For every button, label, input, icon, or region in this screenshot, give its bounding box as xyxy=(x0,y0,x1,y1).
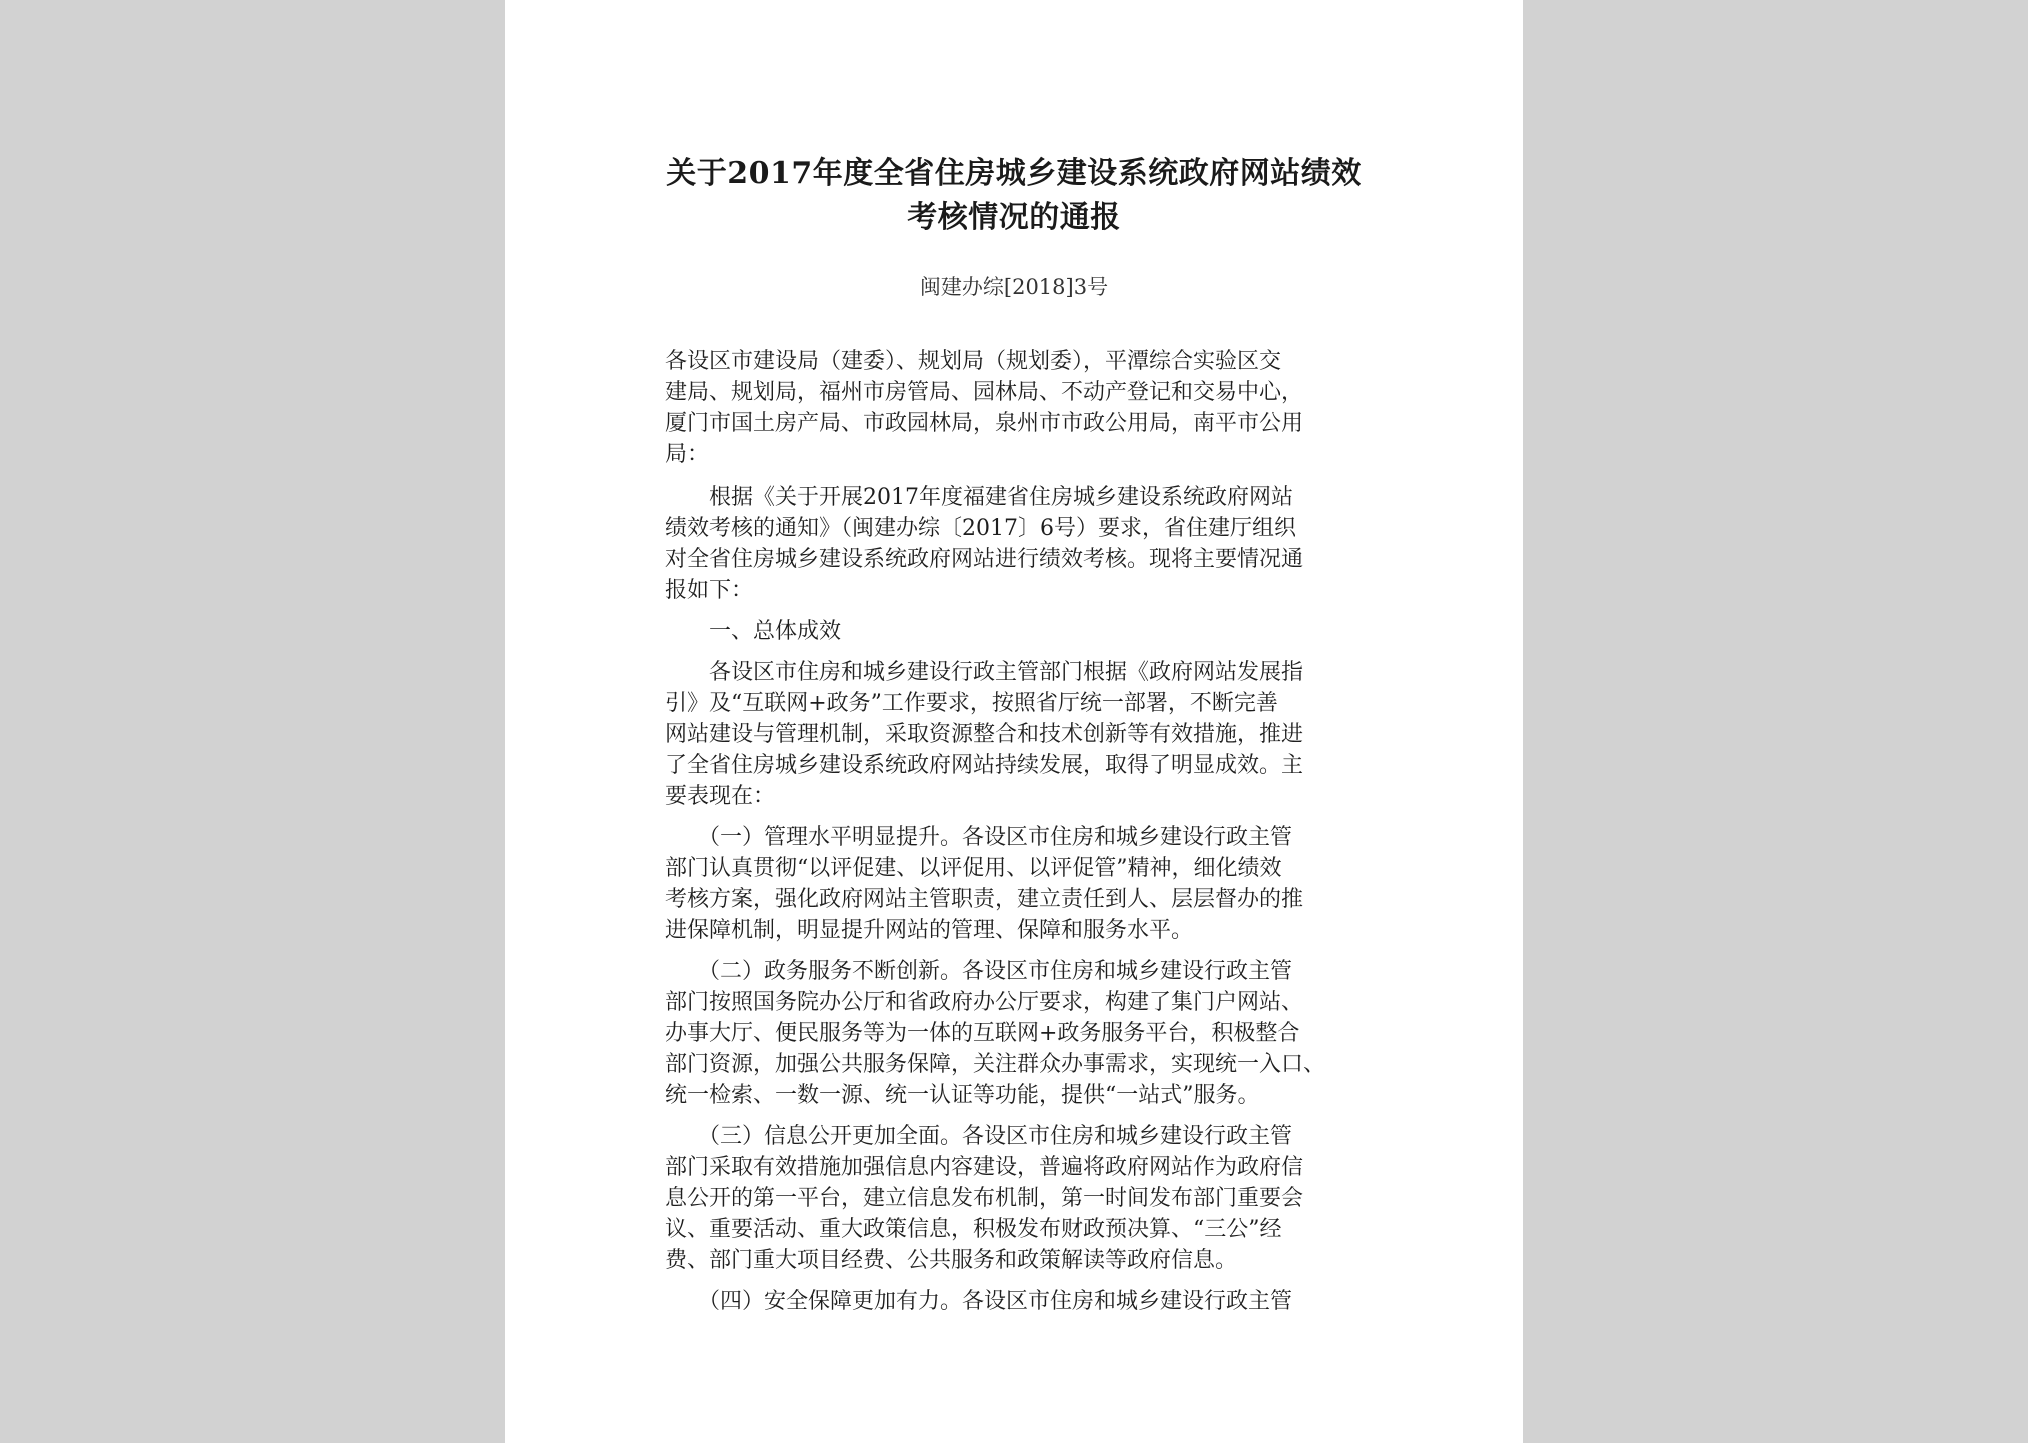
point-3-line: 息公开的第一平台，建立信息发布机制，第一时间发布部门重要会 xyxy=(665,1186,1304,1211)
section-intro-paragraph xyxy=(665,657,1385,812)
title-line-2: 考核情况的通报 xyxy=(907,200,1121,235)
section-intro-line: 引》及“互联网+政务”工作要求，按照省厅统一部署，不断完善 xyxy=(665,691,1278,716)
intro-line: 根据《关于开展2017年度福建省住房城乡建设系统政府网站 xyxy=(665,485,1293,510)
point-2-line: （二）政务服务不断创新。各设区市住房和城乡建设行政主管 xyxy=(665,959,1293,984)
intro-paragraph xyxy=(665,482,1385,606)
addressee-line: 厦门市国土房产局、市政园林局，泉州市市政公用局，南平市公用 xyxy=(665,411,1304,436)
point-3-paragraph xyxy=(665,1121,1385,1276)
point-1-line: （一）管理水平明显提升。各设区市住房和城乡建设行政主管 xyxy=(665,825,1293,850)
point-2-line: 部门资源，加强公共服务保障，关注群众办事需求，实现统一入口、 xyxy=(665,1052,1326,1077)
point-3-line: 议、重要活动、重大政策信息，积极发布财政预决算、“三公”经 xyxy=(665,1217,1282,1242)
point-2-paragraph xyxy=(665,956,1385,1111)
point-1-line: 考核方案，强化政府网站主管职责，建立责任到人、层层督办的推 xyxy=(665,887,1304,912)
point-1-line: 进保障机制，明显提升网站的管理、保障和服务水平。 xyxy=(665,918,1194,943)
point-1-line: 部门认真贯彻“以评促建、以评促用、以评促管”精神，细化绩效 xyxy=(665,856,1282,881)
addressee-line: 建局、规划局，福州市房管局、园林局、不动产登记和交易中心， xyxy=(665,380,1304,405)
document-number: 闽建办综[2018]3号 xyxy=(919,275,1109,299)
document-title xyxy=(625,152,1403,240)
point-3-line: 费、部门重大项目经费、公共服务和政策解读等政府信息。 xyxy=(665,1248,1238,1273)
point-2-line: 部门按照国务院办公厅和省政府办公厅要求，构建了集门户网站、 xyxy=(665,990,1304,1015)
intro-line: 报如下： xyxy=(665,578,754,603)
point-4-line: （四）安全保障更加有力。各设区市住房和城乡建设行政主管 xyxy=(665,1289,1293,1314)
point-2-line: 办事大厅、便民服务等为一体的互联网+政务服务平台，积极整合 xyxy=(665,1021,1300,1046)
addressee-line: 局： xyxy=(665,442,710,467)
point-4-paragraph xyxy=(665,1286,1385,1317)
point-3-line: （三）信息公开更加全面。各设区市住房和城乡建设行政主管 xyxy=(665,1124,1293,1149)
point-2-line: 统一检索、一数一源、统一认证等功能，提供“一站式”服务。 xyxy=(665,1083,1260,1108)
intro-line: 对全省住房城乡建设系统政府网站进行绩效考核。现将主要情况通 xyxy=(665,547,1304,572)
addressee-line: 各设区市建设局（建委）、规划局（规划委），平潭综合实验区交 xyxy=(665,349,1282,374)
document-body xyxy=(665,346,1385,1317)
section-intro-line: 网站建设与管理机制，采取资源整合和技术创新等有效措施，推进 xyxy=(665,722,1304,747)
addressee-paragraph xyxy=(665,346,1385,470)
point-1-paragraph xyxy=(665,822,1385,946)
title-line-1: 关于2017年度全省住房城乡建设系统政府网站绩效 xyxy=(666,156,1362,191)
intro-line: 绩效考核的通知》（闽建办综〔2017〕6号）要求，省住建厅组织 xyxy=(665,516,1296,541)
section-intro-line: 各设区市住房和城乡建设行政主管部门根据《政府网站发展指 xyxy=(665,660,1304,685)
section-intro-line: 要表现在： xyxy=(665,784,776,809)
point-3-line: 部门采取有效措施加强信息内容建设，普遍将政府网站作为政府信 xyxy=(665,1155,1304,1180)
section-heading-overall-results xyxy=(665,616,1385,647)
section-heading-line: 一、总体成效 xyxy=(665,619,842,644)
section-intro-line: 了全省住房城乡建设系统政府网站持续发展，取得了明显成效。主 xyxy=(665,753,1304,778)
document-page xyxy=(505,0,1523,1443)
